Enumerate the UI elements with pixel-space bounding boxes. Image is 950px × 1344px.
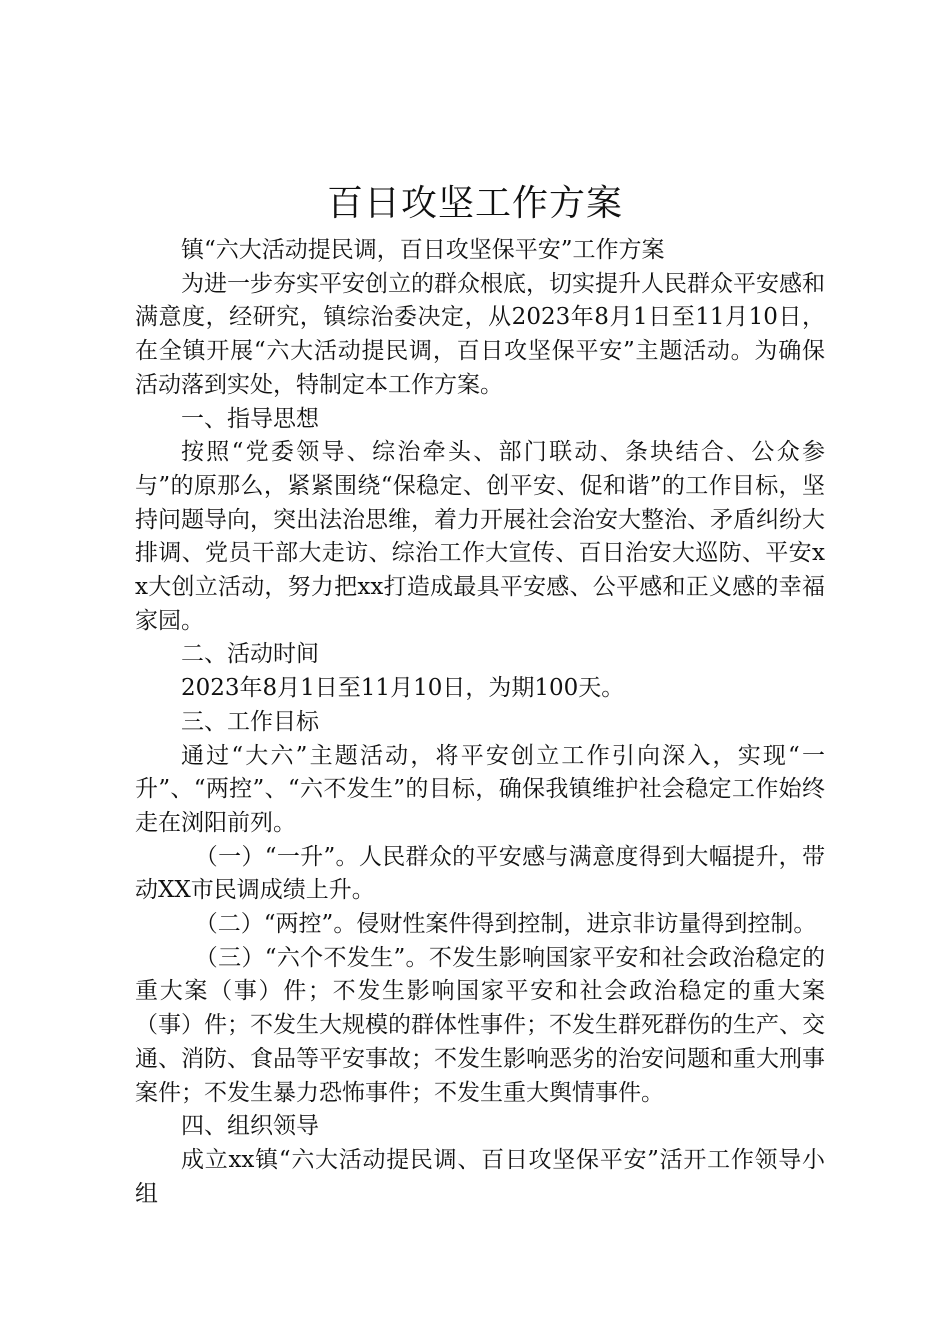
goal-item-two: （二）“两控”。侵财性案件得到控制，进京非访量得到控制。 bbox=[194, 911, 817, 938]
paragraph-activity-time: 2023年8月1日至11月10日，为期100天。 bbox=[181, 675, 625, 702]
document-title: 百日攻坚工作方案 bbox=[326, 183, 623, 224]
paragraph-work-goals: 通过“大六”主题活动，将平安创立工作引向深入，实现“一升”、“两控”、“六不发生”的目标，确保我镇维护社会稳定工作始终走在浏阳前列。 bbox=[135, 742, 825, 836]
document-body bbox=[135, 234, 825, 1211]
section-heading-guiding-ideology: 一、指导思想 bbox=[181, 405, 319, 432]
section-heading-organization: 四、组织领导 bbox=[181, 1113, 319, 1140]
paragraph-organization: 成立xx镇“六大活动提民调、百日攻坚保平安”活开工作领导小组 bbox=[135, 1146, 825, 1207]
paragraph-intro: 为进一步夯实平安创立的群众根底，切实提升人民群众平安感和满意度，经研究，镇综治委决定，从2023年8月1日至11月10日，在全镇开展“六大活动提民调，百日攻坚保平安”主题活动。为确保活动落到实处，特制定本工作方案。 bbox=[135, 270, 825, 398]
section-heading-work-goals: 三、工作目标 bbox=[181, 708, 319, 735]
paragraph-subtitle: 镇“六大活动提民调，百日攻坚保平安”工作方案 bbox=[181, 237, 665, 263]
goal-item-three: （三）“六个不发生”。不发生影响国家平安和社会政治稳定的重大案（事）件；不发生影响国家平安和社会政治稳定的重大案（事）件；不发生大规模的群体性事件；不发生群死群伤的生产、交通、消防、食品等平安事故；不发生影响恶劣的治安问题和重大刑事案件；不发生暴力恐怖事件；不发生重大舆情事件。 bbox=[135, 944, 825, 1106]
section-heading-activity-time: 二、活动时间 bbox=[181, 641, 319, 668]
goal-item-one: （一）“一升”。人民群众的平安感与满意度得到大幅提升，带动XX市民调成绩上升。 bbox=[135, 843, 825, 904]
paragraph-guiding-ideology: 按照“党委领导、综治牵头、部门联动、条块结合、公众参与”的原那么，紧紧围绕“保稳定、创平安、促和谐”的工作目标，坚持问题导向，突出法治思维，着力开展社会治安大整治、矛盾纠纷大排调、党员干部大走访、综治工作大宣传、百日治安大巡防、平安xx大创立活动，努力把xx打造成最具平安感、公平感和正义感的幸福家园。 bbox=[135, 439, 825, 634]
